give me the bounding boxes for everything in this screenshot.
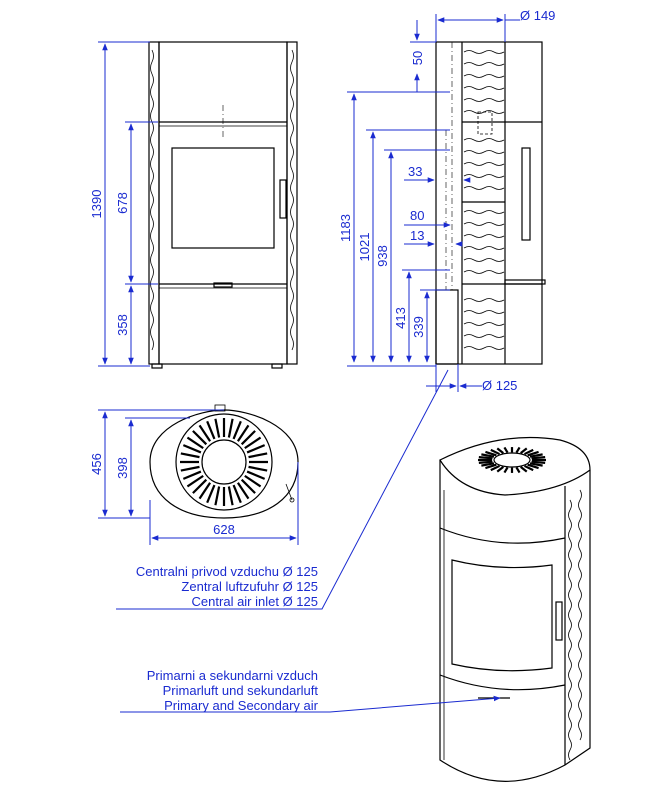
dim-398: 398: [115, 457, 130, 479]
vent-slot: [516, 467, 519, 472]
air-inlet-line-cz: Centralni privod vzduchu Ø 125: [135, 564, 318, 579]
top-view: [150, 405, 298, 518]
vent-slot: [531, 457, 545, 458]
dim-1183: 1183: [338, 214, 353, 242]
front-dimensions: [89, 42, 158, 366]
vent-slot: [479, 462, 493, 463]
perspective-view: [440, 438, 590, 782]
top-vents: [180, 418, 268, 506]
vent-slot: [249, 467, 268, 471]
vent-slot: [504, 447, 507, 452]
side-view: [436, 42, 545, 364]
leaders: [116, 370, 500, 712]
vent-slot: [247, 472, 265, 479]
vent-slot: [531, 462, 545, 463]
vent-slot: [207, 485, 214, 503]
dim-1390: 1390: [89, 189, 104, 219]
dim-628: 628: [213, 522, 235, 537]
vent-slot: [181, 453, 200, 457]
dim-50: 50: [410, 50, 425, 66]
vent-slot: [229, 419, 233, 438]
front-glass: [172, 148, 274, 248]
door-handle: [280, 180, 286, 218]
vent-slot: [516, 447, 519, 452]
air-inlet-line-en: Central air inlet Ø 125: [191, 594, 318, 609]
vent-slot: [207, 421, 214, 439]
air-inlet-line-de: Zentral luftzufuhr Ø 125: [181, 579, 318, 594]
dim-678: 678: [115, 192, 130, 214]
vent-slot: [234, 485, 241, 503]
dim-80: 80: [410, 208, 425, 223]
primary-air-line-en: Primary and Secondary air: [164, 698, 318, 713]
dim-149: Ø 149: [520, 8, 556, 23]
front-right-panel: [287, 42, 297, 364]
vent-slot: [479, 457, 493, 458]
vent-slot: [249, 453, 268, 457]
dim-1021: 1021: [357, 232, 372, 262]
vent-slot: [229, 487, 233, 506]
dim-13: 13: [410, 228, 425, 243]
vent-slot: [234, 421, 241, 439]
vent-slot: [215, 487, 219, 506]
dim-33: 33: [408, 164, 423, 179]
dim-339: 339: [411, 316, 426, 338]
dim-413: 413: [393, 307, 408, 329]
side-dimensions: [338, 8, 555, 393]
vent-slot: [183, 472, 201, 479]
dim-358: 358: [115, 314, 130, 336]
vent-slot: [181, 467, 200, 471]
top-dimensions: [89, 410, 298, 545]
front-body: [159, 42, 287, 364]
perspective-vents: [478, 447, 546, 473]
dim-938: 938: [375, 245, 390, 267]
dim-125: Ø 125: [482, 378, 518, 393]
primary-air-line-de: Primarluft und sekundarluft: [162, 683, 318, 698]
vent-slot: [504, 467, 507, 472]
primary-air-line-cz: Primarni a sekundarni vzduch: [146, 668, 318, 683]
front-view: [149, 42, 297, 368]
vent-slot: [183, 445, 201, 452]
dim-456: 456: [89, 453, 104, 475]
vent-slot: [247, 445, 265, 452]
vent-slot: [215, 419, 219, 438]
primary-air-label: [100, 668, 318, 713]
air-inlet-label: [100, 564, 318, 609]
